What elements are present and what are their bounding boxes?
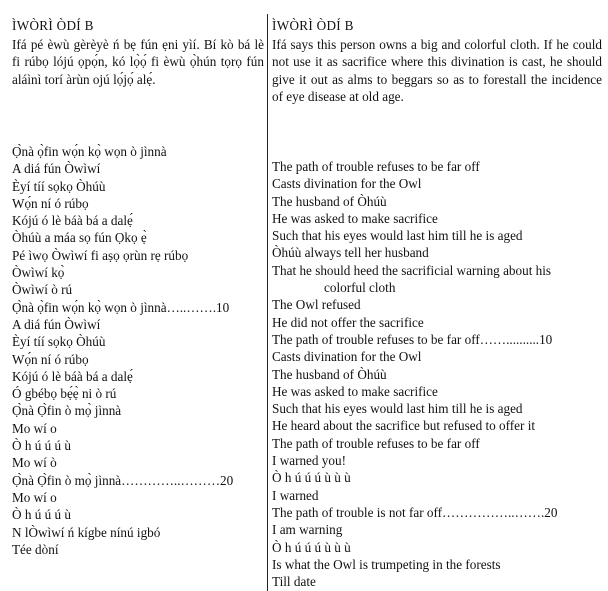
- verse-line: Ó gbébọ bẹ́ẹ̀ ni ò rú: [12, 386, 117, 402]
- verse-line: Òhúù always tell her husband: [272, 245, 429, 261]
- english-title: ÌWÒRÌ ÒDÍ B: [272, 18, 354, 33]
- verse-line: Èyí tíí sọkọ Òhúù: [12, 178, 106, 194]
- verse-line: Mo wí o: [12, 420, 57, 436]
- verse-line: The path of trouble refuses to be far off: [272, 159, 480, 174]
- verse-line: Tée dòní: [12, 541, 59, 557]
- verse-line: I am warning: [272, 522, 343, 538]
- verse-line: Ọ̀nà ọ̀fin wọ́n kọ̀ wọn ò jìnnà: [12, 144, 167, 159]
- verse-line: Ọ̀nà Ọ̀fin ò mọ̀ jìnnà: [12, 403, 122, 419]
- verse-line: Wọ́n ní ó rúbọ: [12, 351, 89, 367]
- english-verse: [272, 158, 602, 590]
- verse-line: Such that his eyes would last him till he is aged: [272, 401, 523, 417]
- yoruba-intro: Ifá pé èwù gèrèyè ń bẹ fún ẹni yìí. Bí kò bá lè fi rúbọ lójú ọpọ́n, kó lọ̀ọ́ fi èwù ọ̀hún tọrọ fún aláìnì torí àrùn ojú lọ́jọ́ alẹ́.: [12, 37, 264, 87]
- verse-line: He was asked to make sacrifice: [272, 383, 438, 399]
- verse-line: Such that his eyes would last him till he is aged: [272, 228, 523, 244]
- verse-line: Pé ìwọ Òwìwí fi aṣọ ọrùn rẹ rúbọ: [12, 247, 189, 263]
- verse-line: Òwìwí kọ̀: [12, 265, 65, 281]
- verse-line: The path of trouble refuses to be far off……..........10: [272, 331, 553, 347]
- verse-line: Òwìwí ò rú: [12, 282, 73, 298]
- verse-line: N lÒwìwí ń kígbe nínú igbó: [12, 524, 161, 540]
- english-column: [272, 18, 602, 590]
- verse-line: Ò h ú ú ú ù: [12, 507, 71, 523]
- verse-line: I warned: [272, 487, 319, 503]
- verse-line: Ò h ú ú ú ù ù ù: [272, 539, 351, 555]
- verse-line: Till date: [272, 574, 316, 590]
- verse-line: Ọ̀nà Ọ̀fin ò mọ̀ jìnnà…………..………20: [12, 472, 234, 488]
- verse-line: The Owl refused: [272, 297, 361, 313]
- verse-line: Kójú ó lè báà bá a dalẹ́: [12, 368, 133, 384]
- verse-line: Mo wí o: [12, 489, 57, 505]
- verse-line: The path of trouble is not far off……………..…….20: [272, 504, 558, 520]
- verse-line: Ò h ú ú ú ù: [12, 438, 71, 454]
- verse-line: The husband of Òhúù: [272, 193, 387, 209]
- verse-line: Wọ́n ní ó rúbọ: [12, 195, 89, 211]
- verse-line: A diá fún Òwìwí: [12, 316, 101, 332]
- english-intro: Ifá says this person owns a big and colorful cloth. If he could not use it as sacrifice where this divination is cast, he should give it out as alms to beggars so as to forestall the incidence of eye disease at old age.: [272, 37, 602, 104]
- verse-line: Mo wí ò: [12, 455, 57, 471]
- verse-line: The path of trouble refuses to be far off: [272, 435, 480, 451]
- verse-line: He did not offer the sacrifice: [272, 314, 424, 330]
- verse-line: He heard about the sacrifice but refused to offer it: [272, 418, 536, 434]
- verse-line: Òhúù a máa sọ fún Ọkọ ẹ̀: [12, 230, 147, 246]
- verse-line: I warned you!: [272, 453, 346, 469]
- verse-line: That he should heed the sacrificial warning about his: [272, 262, 552, 278]
- yoruba-title: ÌWÒRÌ ÒDÍ B: [12, 18, 94, 33]
- verse-line: Is what the Owl is trumpeting in the forests: [272, 556, 501, 572]
- verse-line: He was asked to make sacrifice: [272, 210, 438, 226]
- yoruba-verse: [12, 143, 264, 558]
- verse-line: Casts divination for the Owl: [272, 349, 422, 365]
- verse-line-continuation: colorful cloth: [324, 280, 396, 296]
- verse-line: Casts divination for the Owl: [272, 176, 422, 192]
- yoruba-column: [12, 18, 264, 558]
- verse-line: Èyí tíí sọkọ Òhúù: [12, 334, 106, 350]
- verse-line: Ọ̀nà ọ̀fin wọ́n kọ̀ wọn ò jìnnà…..…….10: [12, 299, 230, 315]
- verse-line: Kójú ó lè báà bá a dalẹ́: [12, 213, 133, 229]
- verse-line: The husband of Òhúù: [272, 366, 387, 382]
- verse-line: A diá fún Òwìwí: [12, 161, 101, 177]
- verse-line: Ò h ú ú ú ù ù ù: [272, 470, 351, 486]
- column-divider: [267, 14, 268, 591]
